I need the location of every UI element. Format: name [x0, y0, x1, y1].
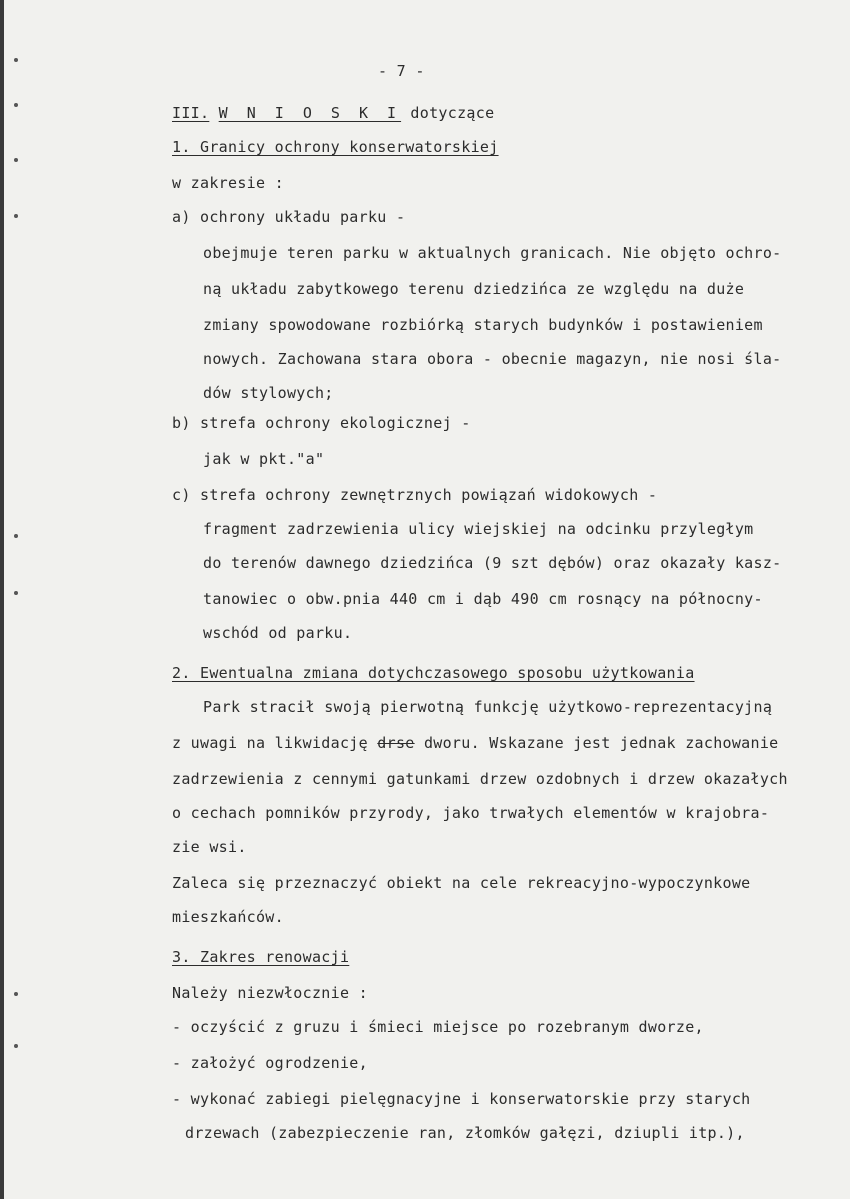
paragraph-line: Park stracił swoją pierwotną funkcję użytkowo-reprezentacyjną	[203, 698, 773, 716]
paragraph-line: zadrzewienia z cennymi gatunkami drzew ozdobnych i drzew okazałych	[172, 770, 788, 788]
item-b-line: jak w pkt."a"	[203, 450, 325, 468]
section-title-rest: dotyczące	[410, 104, 495, 122]
section-title: W N I O S K I	[218, 104, 402, 122]
item-a-line: nowych. Zachowana stara obora - obecnie magazyn, nie nosi śla-	[203, 350, 782, 368]
list-item: - wykonać zabiegi pielęgnacyjne i konserwatorskie przy starych	[172, 1090, 751, 1108]
paragraph-line	[172, 734, 779, 752]
margin-dot	[14, 591, 18, 595]
paragraph-line: o cechach pomników przyrody, jako trwałych elementów w krajobra-	[172, 804, 770, 822]
item-c-line: wschód od parku.	[203, 624, 353, 642]
paragraph-line: Zaleca się przeznaczyć obiekt na cele rekreacyjno-wypoczynkowe	[172, 874, 751, 892]
margin-dot	[14, 1044, 18, 1048]
margin-dot	[14, 534, 18, 538]
paragraph-text: z uwagi na likwidację	[172, 734, 378, 752]
item-c-label: c) strefa ochrony zewnętrznych powiązań widokowych -	[172, 486, 658, 504]
subsection-1-heading: 1. Granicy ochrony konserwatorskiej	[172, 138, 499, 156]
section-heading	[172, 104, 494, 122]
list-item-continuation: drzewach (zabezpieczenie ran, złomków gałęzi, dziupli itp.),	[185, 1124, 745, 1142]
paragraph-line: zie wsi.	[172, 838, 247, 856]
page-number: - 7 -	[378, 62, 425, 80]
margin-dot	[14, 214, 18, 218]
paragraph-text: dworu. Wskazane jest jednak zachowanie	[414, 734, 779, 752]
subsection-1-intro: w zakresie :	[172, 174, 284, 192]
list-item: - oczyścić z gruzu i śmieci miejsce po rozebranym dworze,	[172, 1018, 704, 1036]
section-roman: III.	[172, 104, 210, 122]
item-b-label: b) strefa ochrony ekologicznej -	[172, 414, 471, 432]
page-edge	[0, 0, 4, 1199]
item-c-line: do terenów dawnego dziedzińca (9 szt dębów) oraz okazały kasz-	[203, 554, 782, 572]
item-c-line: tanowiec o obw.pnia 440 cm i dąb 490 cm rosnący na północny-	[203, 590, 763, 608]
item-a-line: obejmuje teren parku w aktualnych granicach. Nie objęto ochro-	[203, 244, 782, 262]
subsection-3-heading: 3. Zakres renowacji	[172, 948, 350, 966]
list-item: - założyć ogrodzenie,	[172, 1054, 368, 1072]
item-a-label: a) ochrony układu parku -	[172, 208, 406, 226]
item-a-line: zmiany spowodowane rozbiórką starych budynków i postawieniem	[203, 316, 763, 334]
item-c-line: fragment zadrzewienia ulicy wiejskiej na odcinku przyległym	[203, 520, 754, 538]
subsection-3-intro: Należy niezwłocznie :	[172, 984, 368, 1002]
item-a-line: dów stylowych;	[203, 384, 334, 402]
struck-word: drse	[377, 734, 415, 752]
subsection-2-heading: 2. Ewentualna zmiana dotychczasowego sposobu użytkowania	[172, 664, 695, 682]
margin-dot	[14, 58, 18, 62]
paragraph-line: mieszkańców.	[172, 908, 284, 926]
margin-dot	[14, 992, 18, 996]
margin-dot	[14, 158, 18, 162]
item-a-line: ną układu zabytkowego terenu dziedzińca ze względu na duże	[203, 280, 745, 298]
margin-dot	[14, 103, 18, 107]
